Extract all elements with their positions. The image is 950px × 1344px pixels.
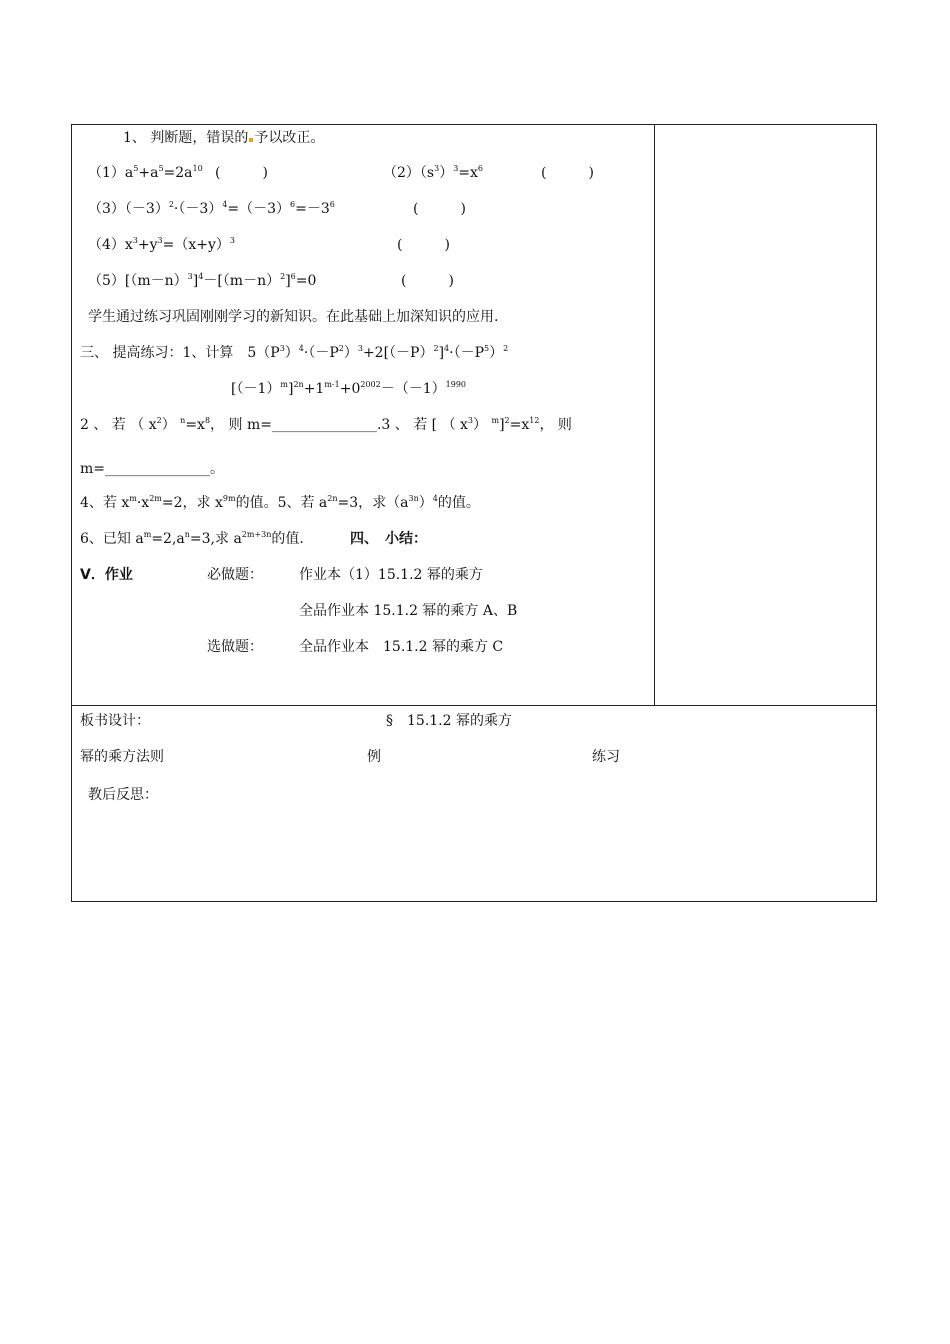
judge-item-2-paren: ( ) <box>541 165 594 181</box>
column-divider <box>654 124 655 706</box>
judge-item-3: $(3)(-3)^2\cdot(-3)^4=(-3)^6=-3^6$ <box>88 200 335 217</box>
improve-exercise-line-2: $[(-1)^m]^{2n}+1^{m-1}+0^{2002}-(-1)^{1990}$ <box>231 380 466 397</box>
board-title: § 15.1.2 幂的乘方 <box>386 713 512 729</box>
judge-item-2: $(2)(s^3)^3=x^6$ <box>383 164 484 181</box>
required-label: 必做题： <box>207 567 263 583</box>
question-4-5: 4、若 $x^m\cdot x^{2m}=2$，求 $x^{9m}$的值。5、若 $a^{2n}=3$，求$(a^{3n})^4$的值。 <box>80 494 480 511</box>
judge-item-4-paren: ( ) <box>397 237 450 253</box>
question-3-answer: m=_______________。 <box>80 461 225 477</box>
board-col-example: 例 <box>367 749 381 765</box>
answer-blank: _______________ <box>105 461 211 477</box>
judge-item-4: $(4)x^3+y^3=(x+y)^3$ <box>88 236 235 253</box>
judge-item-1: $(1)a^5+a^5=2a^{10}$ <box>88 164 203 181</box>
optional-item-1: 全品作业本 15.1.2 幂的乘方 C <box>299 639 504 655</box>
homework-heading: V．作业 <box>80 567 133 583</box>
orange-dot-mark <box>249 138 253 142</box>
board-col-practice: 练习 <box>592 749 620 765</box>
judge-item-5: $(5)[(m-n)^3]^4-[(m-n)^2]^6=0$ <box>88 272 317 289</box>
judge-title: 1、 判断题，错误的 予以改正。 <box>123 130 325 146</box>
optional-label: 选做题： <box>207 639 263 655</box>
question-2-3: 2 、 若 （ $x^2$） $^n=x^8$， 则 m=_______________.3 、 若 [ （ $x^3$） $^m]^2=x^{12}$， 则 <box>80 416 572 433</box>
reflection-label: 教后反思： <box>88 787 158 803</box>
board-design-label: 板书设计： <box>80 713 150 729</box>
required-item-2: 全品作业本 15.1.2 幂的乘方 A、B <box>299 603 518 619</box>
judge-item-3-paren: ( ) <box>413 201 466 217</box>
required-item-1: 作业本（1）15.1.2 幂的乘方 <box>299 567 483 583</box>
judge-item-1-paren: ( ) <box>215 165 268 181</box>
board-col-rule: 幂的乘方法则 <box>80 749 164 765</box>
question-6: 6、已知 $a^m=2,a^n=3$,求 $a^{2m+3n}$的值. <box>80 530 304 547</box>
answer-blank: _______________ <box>271 417 377 433</box>
improve-exercise-line-1: 三、 提高练习：1、计算 $5(P^3)^4\cdot(-P^2)^3+2[(-P)^2]^4\cdot(-P^5)^2$ <box>80 344 509 361</box>
row-divider <box>71 705 877 706</box>
judge-item-5-paren: ( ) <box>401 273 454 289</box>
practice-note: 学生通过练习巩固刚刚学习的新知识。在此基础上加深知识的应用. <box>88 309 499 325</box>
summary-heading: 四、 小结： <box>350 531 427 547</box>
